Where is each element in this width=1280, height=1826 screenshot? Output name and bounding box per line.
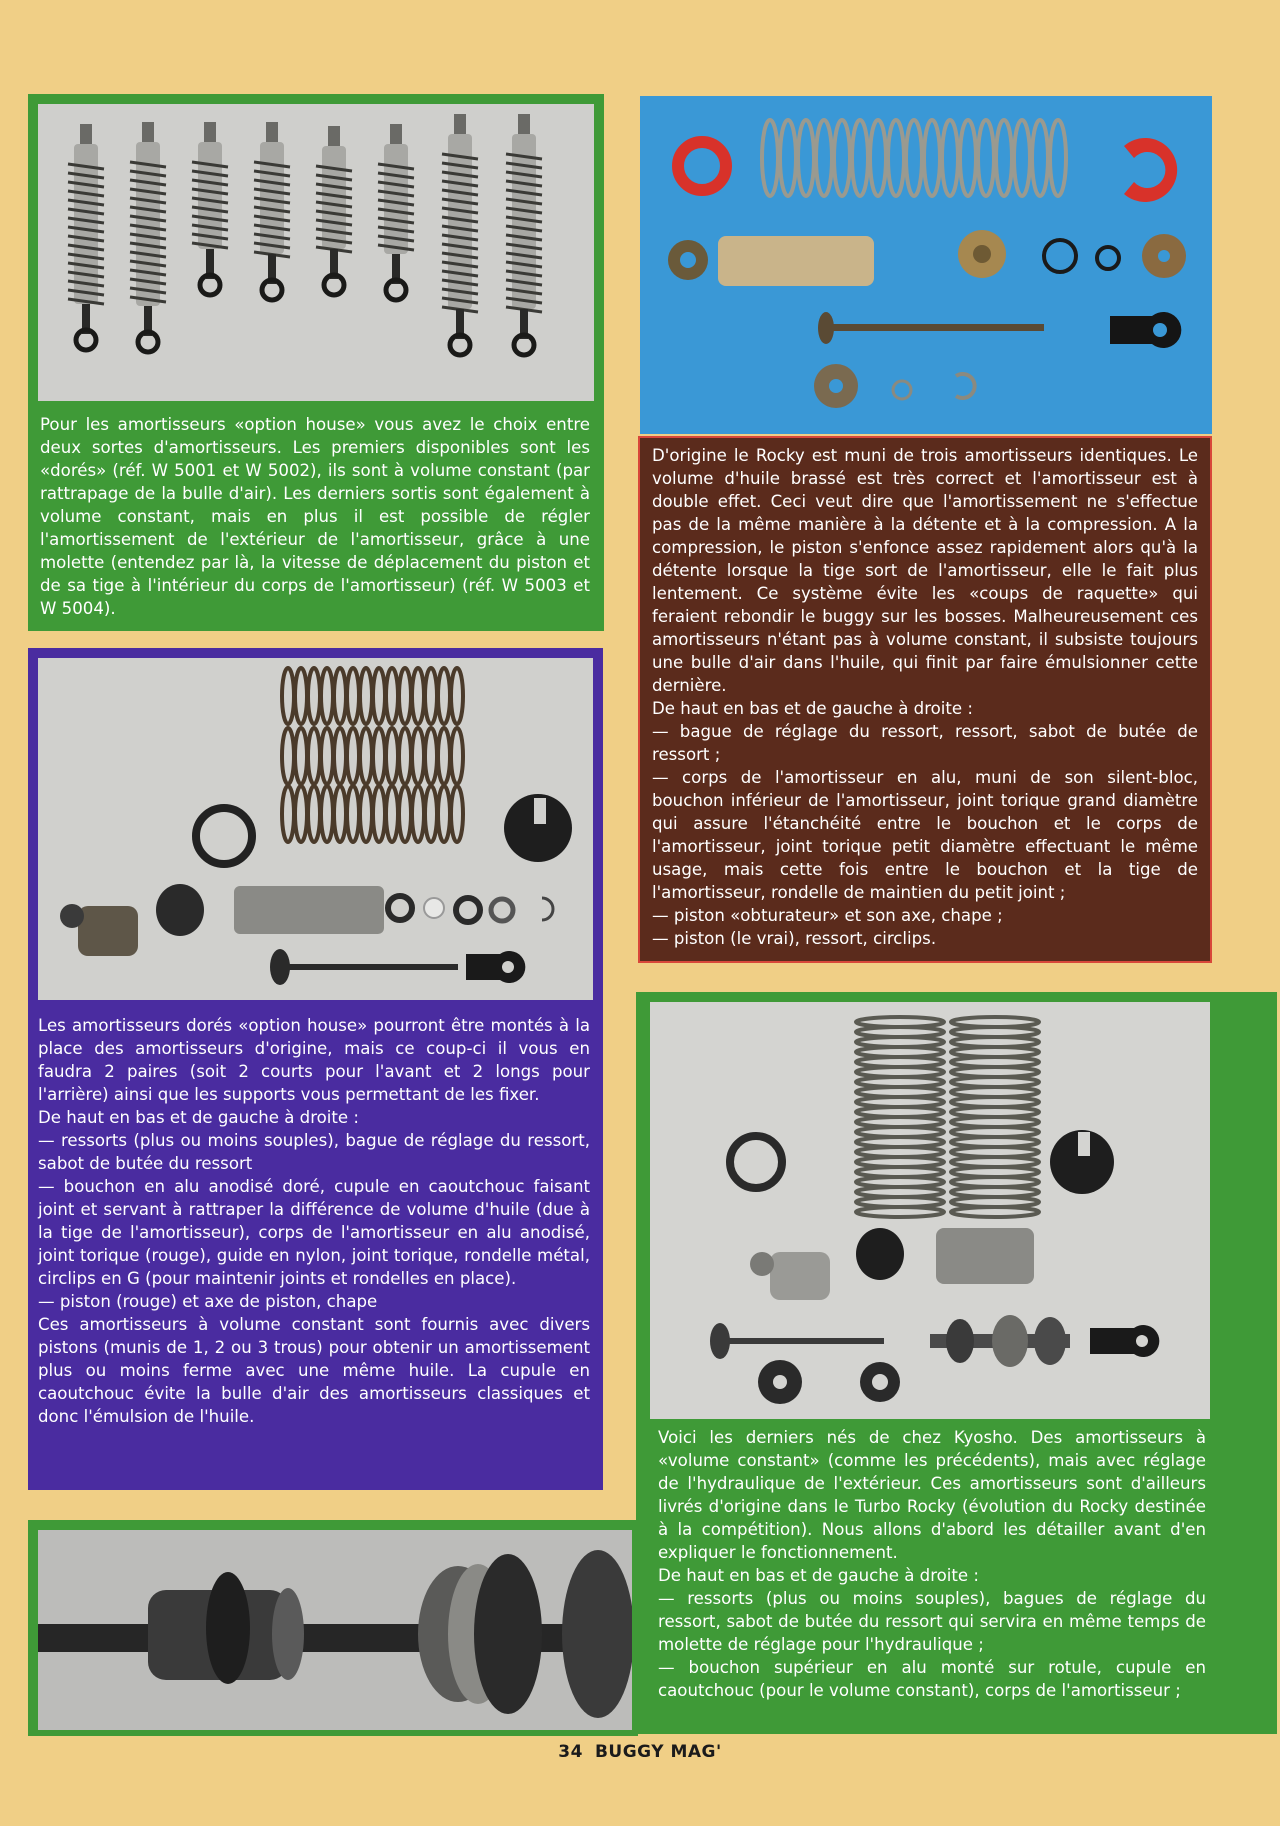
page-footer bbox=[0, 1742, 1280, 1762]
caption-kyosho-shocks: Voici les derniers nés de chez Kyosho. Des amortisseurs à «volume constant» (comme les précédents), mais avec réglage de l'hydraulique de l'extérieur. Ces amortisseurs sont d'ailleurs livrés d'origine dans le Turbo Rocky (évolution du Rocky destinée à la compétition). Nous allons d'abord les détailler avant d'en expliquer le fonctionnement. De haut en bas et de gauche à droite : — ressorts (plus ou moins souples), bagues de réglage du ressort, sabot de butée du ressort qui servira en même temps de molette de réglage pour l'hydraulique ; — bouchon supérieur en alu monté sur rotule, cupule en caoutchouc (pour le volume constant), corps de l'amortisseur ; bbox=[658, 1428, 1206, 1700]
magazine-name: BUGGY MAG' bbox=[594, 1742, 722, 1762]
piston-closeup-photo bbox=[38, 1530, 632, 1730]
gold-shock-parts-photo bbox=[38, 658, 593, 1000]
page-number: 34 bbox=[558, 1742, 583, 1762]
caption-rocky-original: D'origine le Rocky est muni de trois amortisseurs identiques. Le volume d'huile brassé est très correct et l'amortisseur est à double effet. Ceci veut dire que l'amortissement ne s'effectue pas de la même manière à la détente et à la compression. A la compression, le piston s'enfonce assez rapidement alors qu'à la détente lorsque la tige sort de l'amortisseur, elle le fait plus lentement. Ce système évite les «coups de raquette» qui feraient rebondir le buggy sur les bosses. Malheureusement ces amortisseurs n'étant pas à volume constant, il subsiste toujours une bulle d'air dans l'huile, qui finit par faire émulsionner cette dernière. De haut en bas et de gauche à droite : — bague de réglage du ressort, ressort, sabot de butée de ressort ; — corps de l'amortisseur en alu, muni de son silent-bloc, bouchon inférieur de l'amortisseur, joint torique grand diamètre qui assure l'étanchéité entre le bouchon et le corps de l'amortisseur, joint torique petit diamètre effectuant le même usage, mais cette fois entre le bouchon et la tige de l'amortisseur, rondelle de maintien du petit joint ; — piston «obturateur» et son axe, chape ; — piston (le vrai), ressort, circlips. bbox=[638, 436, 1212, 963]
shocks-lineup-photo bbox=[38, 104, 594, 401]
caption-gold-shocks: Les amortisseurs dorés «option house» pourront être montés à la place des amortisseurs d'origine, mais ce coup-ci il vous en faudra 2 paires (soit 2 courts pour l'avant et 2 longs pour l'arrière) ainsi que les supports vous permettant de les fixer. De haut en bas et de gauche à droite : — ressorts (plus ou moins souples), bague de réglage du ressort, sabot de butée du ressort — bouchon en alu anodisé doré, cupule en caoutchouc faisant joint et servant à rattraper la différence de volume d'huile (due à la tige de l'amortisseur), corps de l'amortisseur en alu anodisé, joint torique (rouge), guide en nylon, joint torique, rondelle métal, circlips en G (pour maintenir joints et rondelles en place). — piston (rouge) et axe de piston, chape Ces amortisseurs à volume constant sont fournis avec divers pistons (munis de 1, 2 ou 3 trous) pour obtenir un amortissement plus ou moins ferme avec une même huile. La cupule en caoutchouc évite la bulle d'air des amortisseurs classiques et donc l'émulsion de l'huile. bbox=[38, 1016, 590, 1426]
kyosho-shock-parts-photo bbox=[650, 1002, 1210, 1419]
rocky-shock-parts-photo bbox=[640, 96, 1212, 434]
caption-option-house: Pour les amortisseurs «option house» vous avez le choix entre deux sortes d'amortisseurs. Les premiers disponibles sont les «dorés» (réf. W 5001 et W 5002), ils sont à volume constant (par rattrapage de la bulle d'air). Les derniers sortis sont également à volume constant, mais en plus il est possible de régler l'amortissement de l'extérieur de l'amortisseur, grâce à une molette (entendez par là, la vitesse de déplacement du piston et de sa tige à l'intérieur du corps de l'amortisseur) (réf. W 5003 et W 5004). bbox=[40, 415, 590, 618]
